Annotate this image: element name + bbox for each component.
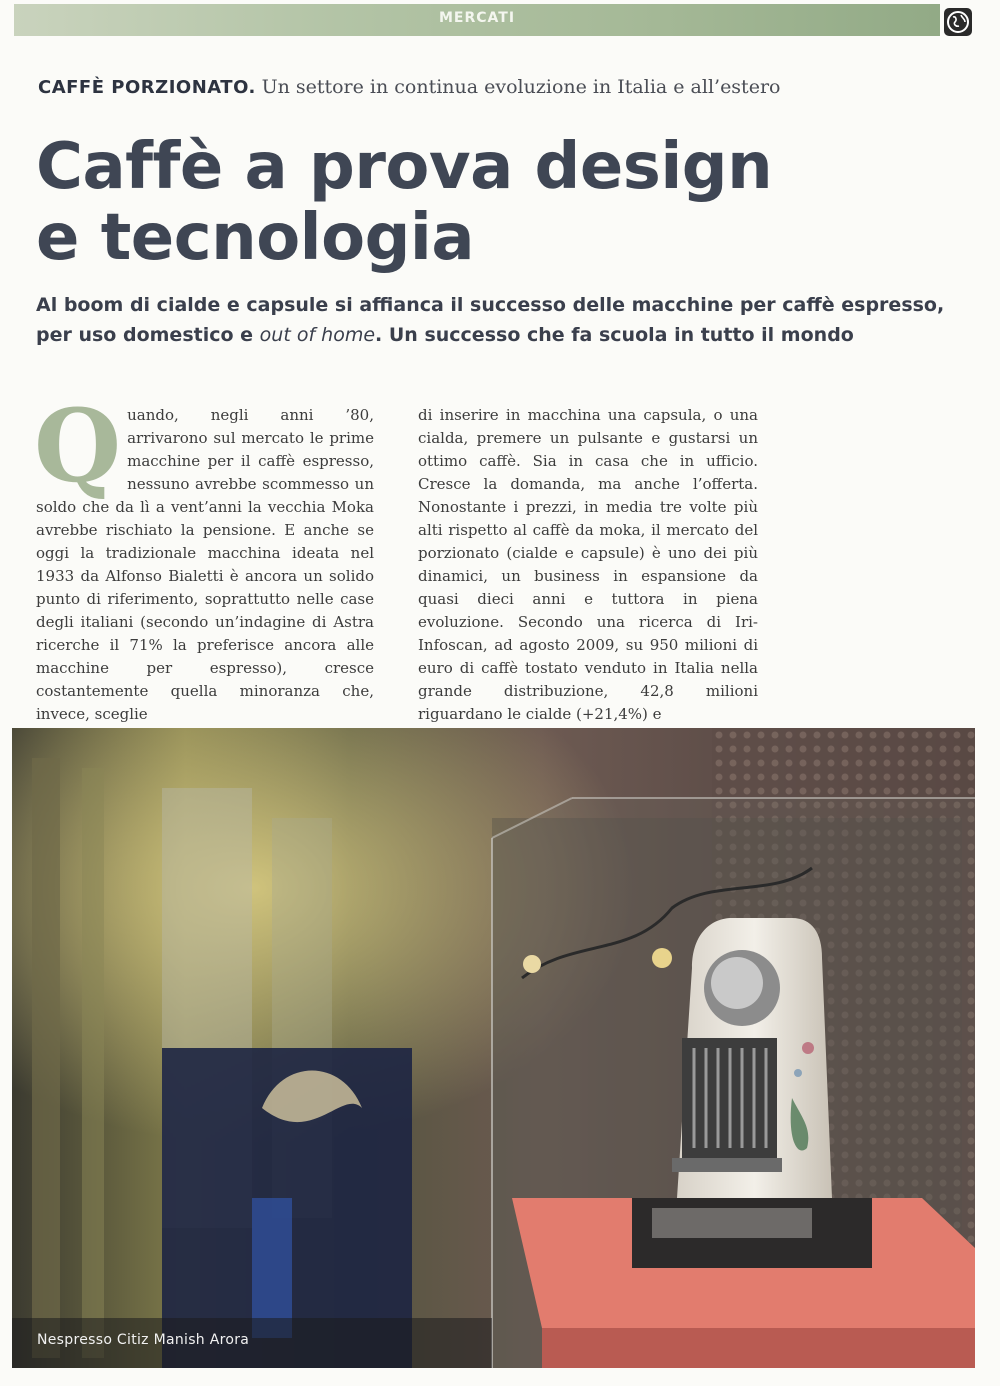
drop-cap: Q xyxy=(34,387,122,505)
body-column-2 xyxy=(418,404,758,726)
section-band xyxy=(14,4,940,36)
headline-line-2: e tecnologia xyxy=(36,201,474,275)
kicker-strong: CAFFÈ PORZIONATO. xyxy=(38,77,256,98)
body-column-1 xyxy=(34,387,374,726)
deck xyxy=(36,290,966,350)
kicker xyxy=(38,76,780,98)
deck-part-2: . Un successo che fa scuola in tutto il mondo xyxy=(375,324,854,346)
headline xyxy=(36,132,772,274)
photo-caption: Nespresso Citiz Manish Arora xyxy=(37,1332,250,1348)
section-label: MERCATI xyxy=(438,10,516,26)
deck-italic: out of home xyxy=(259,324,376,346)
body-column-1-text: uando, negli anni ’80, arrivarono sul mercato le prime macchine per il caffè espresso, nessuno avrebbe scommesso un soldo che da lì a vent’anni la vecchia Moka avrebbe rischiato la pensione. E anche se oggi la tradizionale macchina ideata nel 1933 da Alfonso Bialetti è ancora un solido punto di riferimento, soprattutto nelle case degli italiani (secondo un’indagine di Astra ricerche il 71% la preferisce ancora alle macchine per espresso), cresce costantemente quella minoranza che, invece, sceglie xyxy=(36,406,374,723)
product-photo xyxy=(12,728,975,1368)
kicker-rest: Un settore in continua evoluzione in Italia e all’estero xyxy=(261,76,781,98)
globe-icon xyxy=(944,8,972,36)
headline-line-1: Caffè a prova design xyxy=(36,130,773,204)
body-column-2-text: di inserire in macchina una capsula, o una cialda, premere un pulsante e gustarsi un ottimo caffè. Sia in casa che in ufficio. Cresce la domanda, ma anche l’offerta. Nonostante i prezzi, in media tre volte più alti rispetto al caffè da moka, il mercato del porzionato (cialde e capsule) è uno dei più dinamici, un business in espansione da quasi dieci anni e tuttora in piena evoluzione. Secondo una ricerca di Iri-Infoscan, ad agosto 2009, su 950 milioni di euro di caffè tostato venduto in Italia nella grande distribuzione, 42,8 milioni riguardano le cialde (+21,4%) e xyxy=(418,406,758,723)
deck-part-1: Al boom di cialde e capsule si affianca il successo delle macchine per caffè espresso, per uso domestico e xyxy=(36,294,945,346)
